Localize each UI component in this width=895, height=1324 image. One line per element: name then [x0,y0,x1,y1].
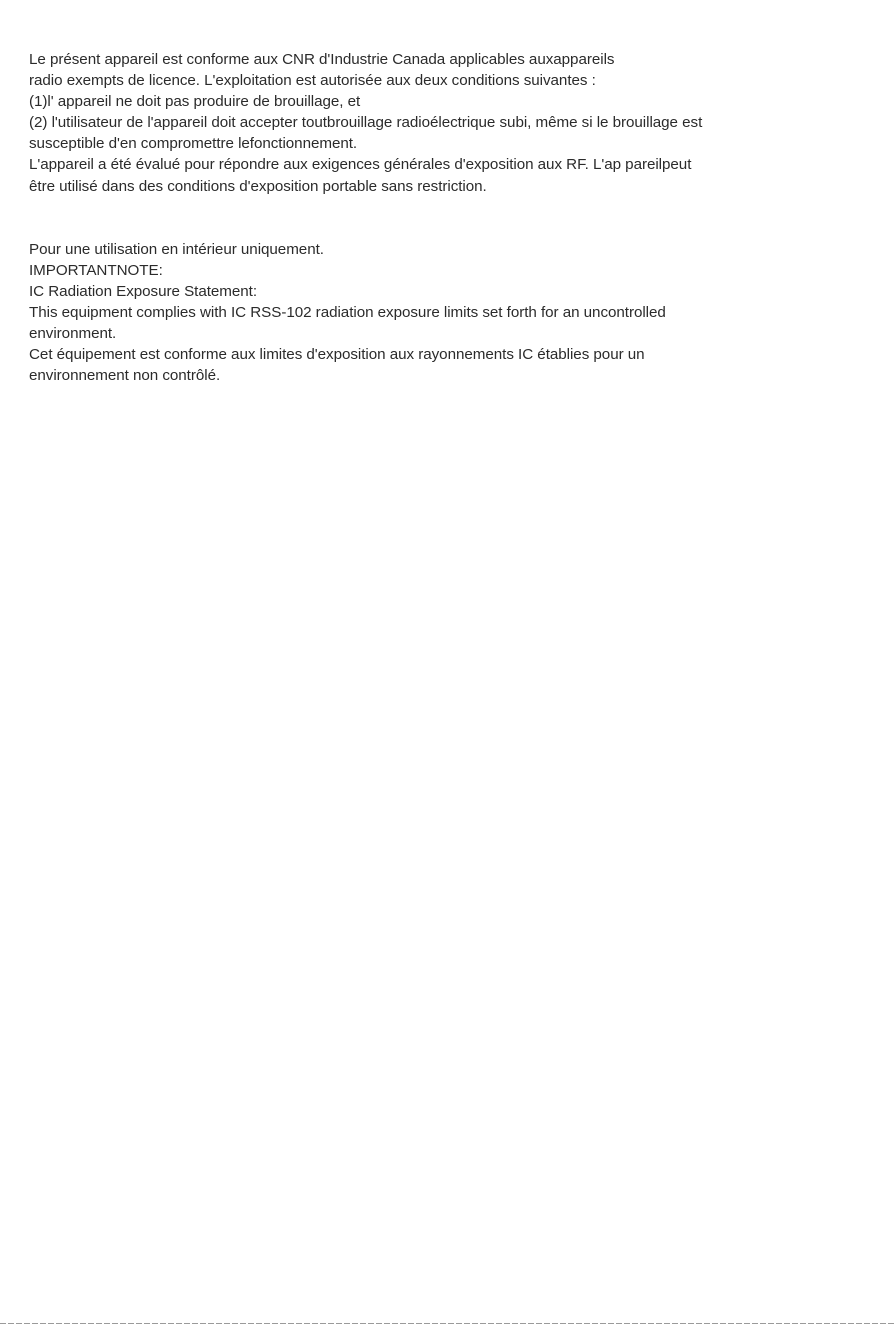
text-line: environnement non contrôlé. [29,367,221,385]
text-line: This equipment complies with IC RSS-102 radiation exposure limits set forth for an uncontrolled [29,303,666,321]
french-compliance-section [29,49,889,197]
ic-radiation-section [29,239,889,387]
text-line: (1)l' appareil ne doit pas produire de brouillage, et [29,93,361,111]
ic-statement-heading: IC Radiation Exposure Statement: [29,282,258,300]
text-line: Le présent appareil est conforme aux CNR d'Industrie Canada applicables auxappareils [29,51,615,68]
text-line: L'appareil a été évalué pour répondre aux exigences générales d'exposition aux RF. L'ap pareilpeut [29,156,692,174]
section-spacer [29,197,889,239]
important-note-heading: IMPORTANTNOTE: [29,261,163,279]
document-page [29,49,889,386]
text-line: radio exempts de licence. L'exploitation est autorisée aux deux conditions suivantes : [29,72,596,90]
text-line: environment. [29,325,117,343]
text-line: être utilisé dans des conditions d'exposition portable sans restriction. [29,177,487,195]
text-line: Pour une utilisation en intérieur uniquement. [29,240,324,258]
text-line: Cet équipement est conforme aux limites d'exposition aux rayonnements IC établies pour un [29,346,645,364]
text-line: (2) l'utilisateur de l'appareil doit accepter toutbrouillage radioélectrique subi, même si le brouillage est [29,114,703,132]
text-line: susceptible d'en compromettre lefonctionnement. [29,135,358,153]
